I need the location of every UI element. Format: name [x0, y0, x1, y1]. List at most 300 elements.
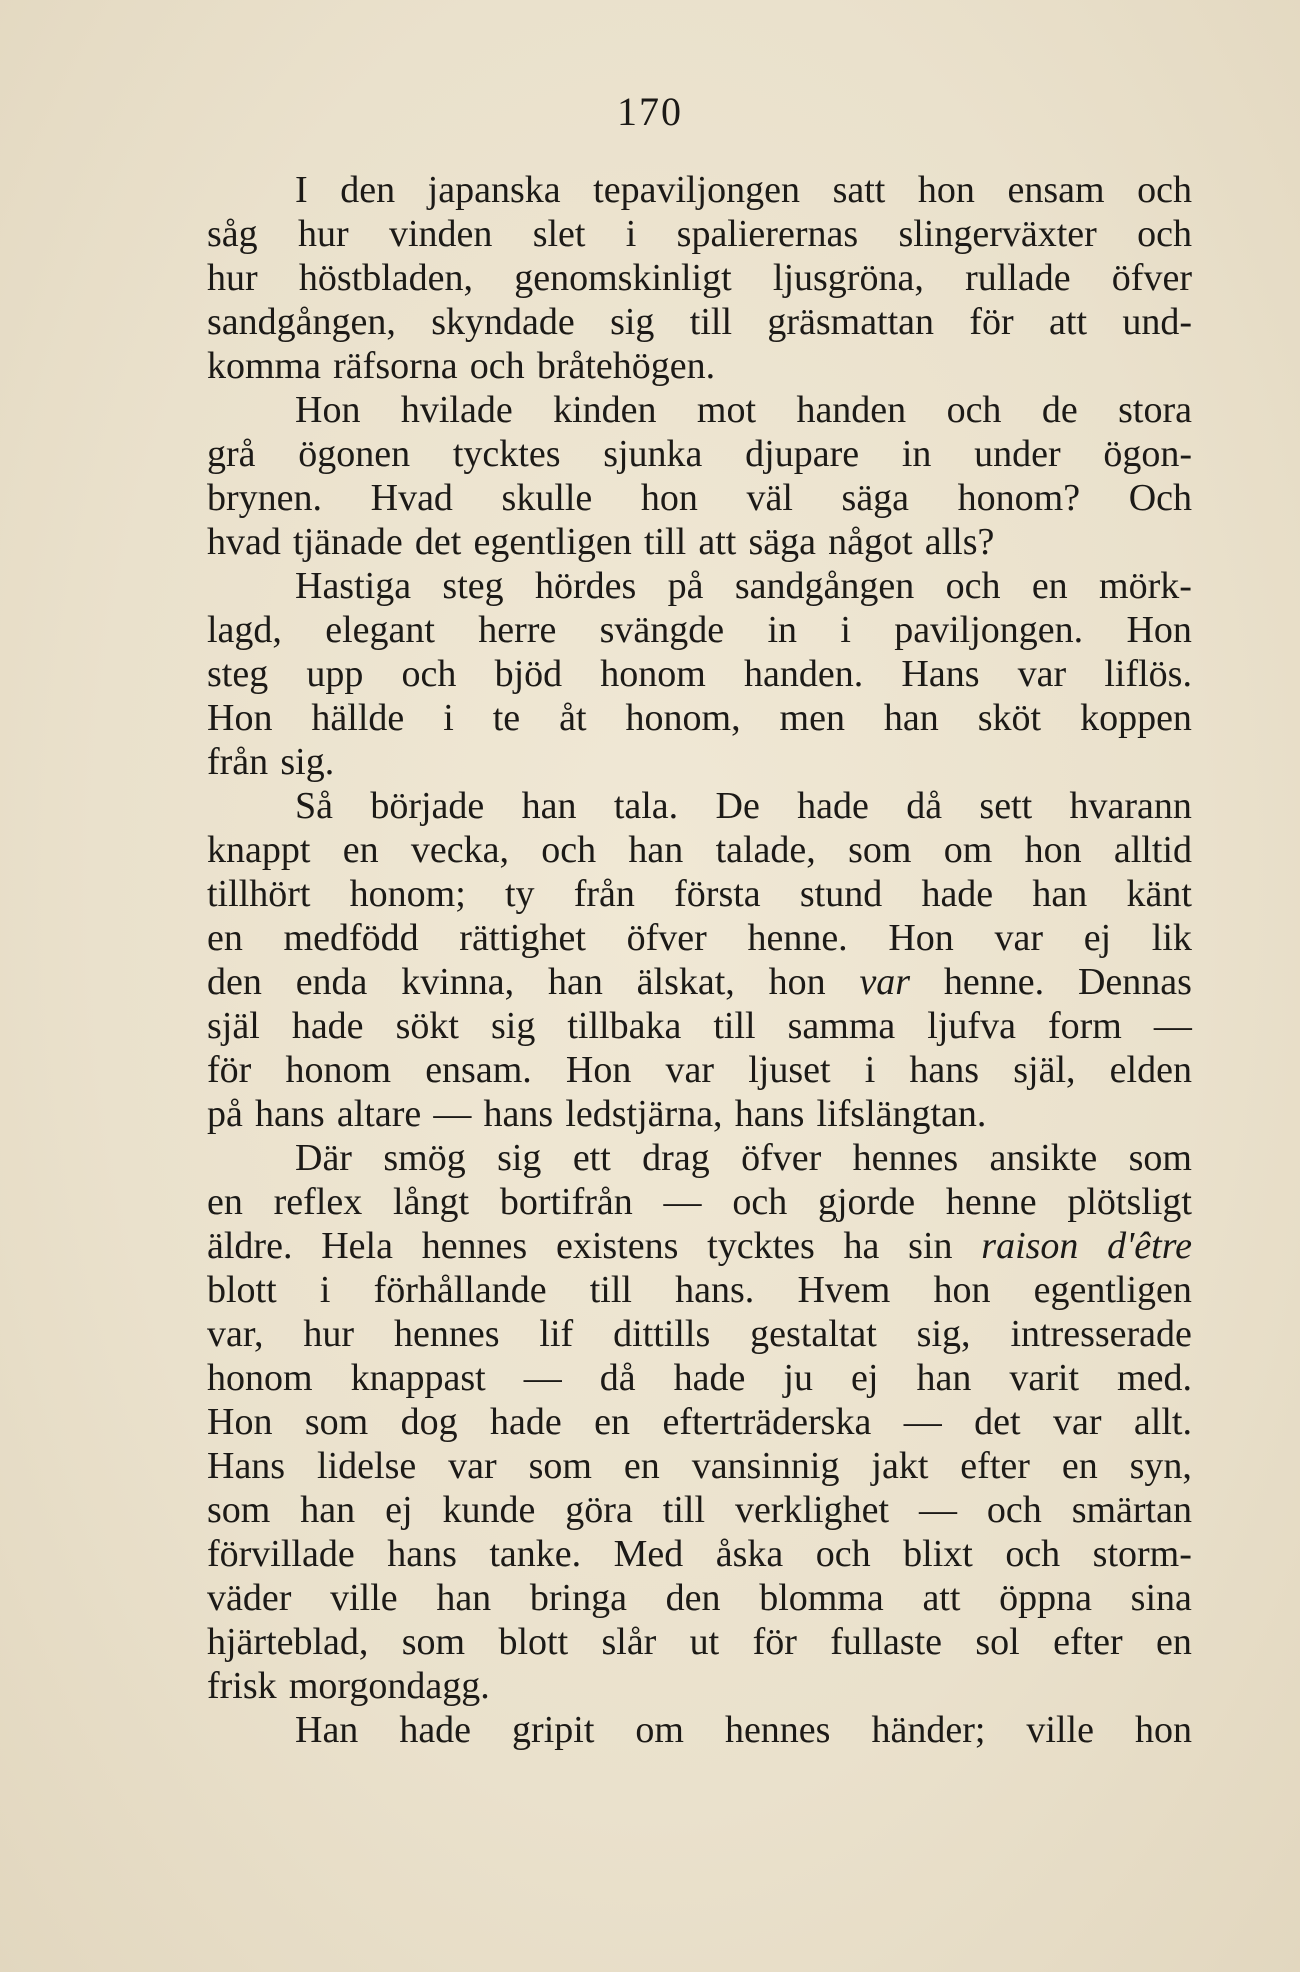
word: i: [625, 213, 637, 255]
word: kinden: [553, 389, 657, 431]
word: mot: [696, 389, 757, 431]
text-line: [207, 256, 1192, 300]
word: i: [864, 1049, 876, 1091]
word: hvilade: [400, 389, 513, 431]
word: I: [295, 169, 308, 211]
text-line: [207, 1400, 1192, 1444]
text-line: [207, 960, 1192, 1004]
word: hans: [387, 1533, 457, 1575]
word: koppen: [1080, 697, 1192, 739]
word: långt: [393, 1181, 470, 1223]
word: efter: [1053, 1621, 1123, 1663]
word: Hon: [207, 1401, 273, 1443]
word: första: [674, 873, 761, 915]
text-line: [207, 1004, 1192, 1048]
word: åska: [715, 1533, 784, 1575]
word: henne.: [943, 961, 1045, 1003]
word: ledstjärna,: [565, 1093, 723, 1135]
word: han: [883, 697, 939, 739]
word: rullade: [965, 257, 1071, 299]
word: Dennas: [1077, 961, 1192, 1003]
word: hvad: [207, 521, 281, 563]
word: händer;: [871, 1709, 986, 1751]
word: syn,: [1129, 1445, 1192, 1487]
word: dog: [400, 1401, 458, 1443]
word: lif: [539, 1313, 574, 1355]
text-line: [207, 1356, 1192, 1400]
word: alltid: [1113, 829, 1192, 871]
word: Hela: [321, 1225, 393, 1267]
word: hennes: [421, 1225, 528, 1267]
word: som: [848, 829, 912, 871]
word: brynen.: [207, 477, 323, 519]
word: öfver: [741, 1137, 822, 1179]
word: Hvad: [370, 477, 453, 519]
word: att: [698, 521, 737, 563]
word: ej: [851, 1357, 879, 1399]
word: medfödd: [283, 917, 419, 959]
word: då: [599, 1357, 636, 1399]
word: hade: [673, 1357, 746, 1399]
word: tycktes: [452, 433, 561, 475]
word: djupare: [745, 433, 860, 475]
word: honom;: [349, 873, 466, 915]
word: blixt: [903, 1533, 973, 1575]
word: hade: [399, 1709, 472, 1751]
word: samma: [787, 1005, 896, 1047]
word: tala.: [613, 785, 679, 827]
word: storm-: [1092, 1533, 1192, 1575]
word: men: [779, 697, 845, 739]
word: Hon: [295, 389, 361, 431]
word: verklighet: [734, 1489, 889, 1531]
word: äldre.: [207, 1225, 293, 1267]
word: Där: [295, 1137, 352, 1179]
word: sköt: [977, 697, 1042, 739]
word: talade,: [715, 829, 816, 871]
word: ej: [1083, 917, 1112, 959]
word: var: [859, 961, 911, 1003]
word: grå: [207, 433, 256, 475]
word: slår: [601, 1621, 657, 1663]
text-line: [207, 564, 1192, 608]
word: hans.: [675, 1269, 755, 1311]
word: stora: [1118, 389, 1192, 431]
text-line: [207, 740, 1192, 784]
word: till: [643, 521, 687, 563]
word: blott: [207, 1269, 277, 1311]
word: Hon: [207, 697, 273, 739]
word: ljusgröna,: [772, 257, 924, 299]
word: frisk: [207, 1665, 277, 1707]
word: drag: [642, 1137, 710, 1179]
word: lifslängtan.: [816, 1093, 987, 1135]
word: till: [662, 1489, 705, 1531]
word: honom?: [957, 477, 1081, 519]
word: han: [300, 1489, 356, 1531]
word: som: [401, 1621, 466, 1663]
word: hällde: [311, 697, 405, 739]
word: han: [521, 785, 577, 827]
word: in: [901, 433, 932, 475]
word: och: [469, 345, 525, 387]
word: tycktes: [707, 1225, 815, 1267]
word: var: [994, 917, 1044, 959]
word: en: [1031, 565, 1068, 607]
word: fullaste: [830, 1621, 943, 1663]
word: den: [340, 169, 396, 211]
word: ju: [783, 1357, 813, 1399]
word: hördes: [534, 565, 637, 607]
word: hennes: [724, 1709, 831, 1751]
word: ville: [330, 1577, 398, 1619]
text-line: [207, 1180, 1192, 1224]
word: Hastiga: [295, 565, 412, 607]
word: mörk-: [1099, 565, 1192, 607]
word: och: [1137, 213, 1192, 255]
word: då: [906, 785, 943, 827]
word: och: [946, 389, 1002, 431]
word: hon: [1134, 1709, 1192, 1751]
word: såg: [207, 213, 258, 255]
word: sig.: [280, 741, 335, 783]
text-line: [207, 1576, 1192, 1620]
word: raison: [981, 1225, 1079, 1267]
word: knappt: [207, 829, 311, 871]
text-line: [207, 432, 1192, 476]
word: reflex: [273, 1181, 363, 1223]
word: elden: [1109, 1049, 1192, 1091]
word: öfver: [1111, 257, 1192, 299]
word: till: [689, 301, 732, 343]
word: Hon: [1126, 609, 1192, 651]
word: ej: [385, 1489, 413, 1531]
word: Hans: [207, 1445, 286, 1487]
word: om: [635, 1709, 684, 1751]
word: svängde: [599, 609, 725, 651]
word: säga: [748, 521, 816, 563]
word: började: [370, 785, 485, 827]
word: te: [492, 697, 521, 739]
word: handen: [796, 389, 907, 431]
word: henne.: [747, 917, 848, 959]
word: varit: [1009, 1357, 1080, 1399]
word: bringa: [529, 1577, 627, 1619]
word: bråtehögen.: [536, 345, 716, 387]
word: stund: [799, 873, 883, 915]
word: form: [1047, 1005, 1122, 1047]
word: tepaviljongen: [593, 169, 801, 211]
word: hade: [291, 1005, 364, 1047]
text-line: [207, 652, 1192, 696]
word: han: [1032, 873, 1088, 915]
word: var: [448, 1445, 497, 1487]
word: som: [207, 1489, 271, 1531]
word: öppna: [999, 1577, 1092, 1619]
word: en: [207, 1181, 243, 1223]
word: vecka,: [410, 829, 509, 871]
word: smärtan: [1071, 1489, 1192, 1531]
word: själ: [207, 1005, 260, 1047]
body-text: [207, 168, 1192, 1752]
text-line: [207, 1488, 1192, 1532]
word: var: [1052, 1401, 1102, 1443]
word: bjöd: [494, 653, 563, 695]
word: —: [433, 1093, 472, 1135]
word: och: [732, 1181, 788, 1223]
word: ljufva: [927, 1005, 1016, 1047]
word: japanska: [427, 169, 561, 211]
word: en: [342, 829, 379, 871]
word: som: [1128, 1137, 1192, 1179]
word: sett: [979, 785, 1033, 827]
word: sina: [1130, 1577, 1192, 1619]
word: genomskinligt: [514, 257, 732, 299]
text-line: [207, 1268, 1192, 1312]
word: komma: [207, 345, 321, 387]
word: sin: [908, 1225, 953, 1267]
word: Hvem: [797, 1269, 891, 1311]
word: existens: [555, 1225, 679, 1267]
word: och: [541, 829, 597, 871]
word: Han: [295, 1709, 359, 1751]
word: och: [1137, 169, 1192, 211]
word: hennes: [393, 1313, 500, 1355]
word: Och: [1128, 477, 1192, 519]
text-line: [207, 1444, 1192, 1488]
word: honom,: [625, 697, 741, 739]
word: räfsorna: [333, 345, 458, 387]
word: hon: [917, 169, 975, 211]
word: paviljongen.: [894, 609, 1084, 651]
word: sol: [975, 1621, 1020, 1663]
word: älskat,: [636, 961, 735, 1003]
word: plötsligt: [1067, 1181, 1192, 1223]
word: kvinna,: [401, 961, 515, 1003]
word: slet: [532, 213, 586, 255]
word: hade: [490, 1401, 562, 1443]
text-line: [207, 520, 1192, 564]
word: honom: [600, 653, 706, 695]
text-line: [207, 168, 1192, 212]
word: upp: [306, 653, 364, 695]
word: han: [916, 1357, 972, 1399]
word: vansinnig: [691, 1445, 840, 1487]
word: förvillade: [207, 1533, 355, 1575]
word: lidelse: [317, 1445, 417, 1487]
word: och: [945, 565, 1001, 607]
word: hon: [768, 961, 826, 1003]
word: d'être: [1107, 1225, 1192, 1267]
word: tanke.: [489, 1533, 582, 1575]
word: säga: [841, 477, 910, 519]
word: sig: [610, 301, 655, 343]
word: sig,: [916, 1313, 971, 1355]
text-line: [207, 1708, 1192, 1752]
word: sökt: [395, 1005, 459, 1047]
word: Hon: [888, 917, 954, 959]
text-line: [207, 828, 1192, 872]
word: något: [828, 521, 913, 563]
word: hur: [303, 1313, 355, 1355]
word: om: [943, 829, 993, 871]
word: rättighet: [459, 917, 586, 959]
word: i: [840, 609, 851, 651]
word: ögonen: [298, 433, 411, 475]
word: hade: [921, 873, 994, 915]
word: sjunka: [603, 433, 703, 475]
word: Så: [295, 785, 333, 827]
word: till: [589, 1269, 632, 1311]
word: skulle: [501, 477, 593, 519]
word: Hon: [565, 1049, 632, 1091]
word: hon: [933, 1269, 991, 1311]
word: elegant: [325, 609, 435, 651]
word: intresserade: [1010, 1313, 1192, 1355]
word: höstbladen,: [298, 257, 474, 299]
word: väder: [207, 1577, 292, 1619]
word: och: [815, 1533, 871, 1575]
word: hon: [1024, 829, 1082, 871]
word: jakt: [871, 1445, 929, 1487]
word: —: [523, 1357, 562, 1399]
word: Hans: [901, 653, 980, 695]
text-line: [207, 916, 1192, 960]
word: handen.: [744, 653, 864, 695]
word: känt: [1126, 873, 1192, 915]
word: Med: [613, 1533, 684, 1575]
word: egentligen: [1033, 1269, 1192, 1311]
word: in: [767, 609, 798, 651]
word: hans: [909, 1049, 980, 1091]
word: honom: [207, 1357, 313, 1399]
word: allt.: [1133, 1401, 1192, 1443]
word: väl: [746, 477, 793, 519]
word: var: [665, 1049, 715, 1091]
text-line: [207, 872, 1192, 916]
word: ansikte: [989, 1137, 1098, 1179]
word: sandgången: [734, 565, 915, 607]
word: efterträderska: [662, 1401, 872, 1443]
word: som: [304, 1401, 369, 1443]
word: tjänade: [293, 521, 403, 563]
word: satt: [832, 169, 886, 211]
word: den: [207, 961, 262, 1003]
word: förhållande: [373, 1269, 547, 1311]
word: De: [715, 785, 760, 827]
word: det: [414, 521, 462, 563]
word: ville: [1026, 1709, 1094, 1751]
text-line: [207, 784, 1192, 828]
word: ha: [843, 1225, 880, 1267]
text-line: [207, 696, 1192, 740]
word: spalierernas: [676, 213, 859, 255]
word: med.: [1117, 1357, 1192, 1399]
text-line: [207, 1224, 1192, 1268]
word: göra: [565, 1489, 633, 1531]
word: sandgången,: [207, 301, 396, 343]
word: ljuset: [748, 1049, 831, 1091]
text-line: [207, 212, 1192, 256]
text-line: [207, 344, 1192, 388]
word: steg: [442, 565, 504, 607]
word: hans: [734, 1093, 805, 1135]
word: sig: [497, 1137, 542, 1179]
word: ensam: [1007, 169, 1105, 211]
word: på: [207, 1093, 243, 1135]
word: en: [1156, 1621, 1192, 1663]
word: knappast: [350, 1357, 486, 1399]
word: —: [918, 1489, 957, 1531]
word: han: [628, 829, 684, 871]
word: honom: [285, 1049, 392, 1091]
word: var: [1017, 653, 1067, 695]
word: till: [713, 1005, 756, 1047]
word: att: [922, 1577, 961, 1619]
text-line: [207, 1136, 1192, 1180]
word: dittills: [613, 1313, 711, 1355]
word: herre: [478, 609, 557, 651]
word: själ,: [1013, 1049, 1076, 1091]
word: öfver: [626, 917, 707, 959]
word: gestaltat: [750, 1313, 877, 1355]
word: de: [1041, 389, 1078, 431]
word: tillbaka: [567, 1005, 682, 1047]
word: hvarann: [1069, 785, 1192, 827]
word: i: [319, 1269, 331, 1311]
word: skyndade: [431, 301, 575, 343]
word: hur: [297, 213, 349, 255]
word: blomma: [759, 1577, 884, 1619]
word: hennes: [852, 1137, 959, 1179]
word: liflös.: [1104, 653, 1192, 695]
word: en: [1061, 1445, 1098, 1487]
text-line: [207, 1532, 1192, 1576]
word: för: [752, 1621, 797, 1663]
word: för: [207, 1049, 252, 1091]
word: hon: [640, 477, 698, 519]
text-line: [207, 300, 1192, 344]
word: alls?: [924, 521, 995, 563]
word: lagd,: [207, 609, 282, 651]
word: ett: [572, 1137, 611, 1179]
word: som: [528, 1445, 592, 1487]
word: och: [401, 653, 457, 695]
word: smög: [383, 1137, 466, 1179]
word: hans: [483, 1093, 554, 1135]
word: kunde: [442, 1489, 536, 1531]
word: altare: [336, 1093, 422, 1135]
word: ögon-: [1103, 433, 1192, 475]
word: från: [207, 741, 269, 783]
word: ensam.: [425, 1049, 532, 1091]
word: han: [547, 961, 603, 1003]
word: åt: [559, 697, 587, 739]
word: hans: [255, 1093, 325, 1135]
text-line: [207, 1620, 1192, 1664]
word: —: [903, 1401, 942, 1443]
word: och: [1005, 1533, 1061, 1575]
text-line: [207, 608, 1192, 652]
word: lik: [1151, 917, 1192, 959]
word: —: [1153, 1005, 1192, 1047]
word: tillhört: [207, 873, 311, 915]
word: slingerväxter: [898, 213, 1097, 255]
word: efter: [960, 1445, 1030, 1487]
word: gjorde: [817, 1181, 916, 1223]
word: hur: [207, 257, 258, 299]
page-number: 170: [617, 89, 683, 134]
